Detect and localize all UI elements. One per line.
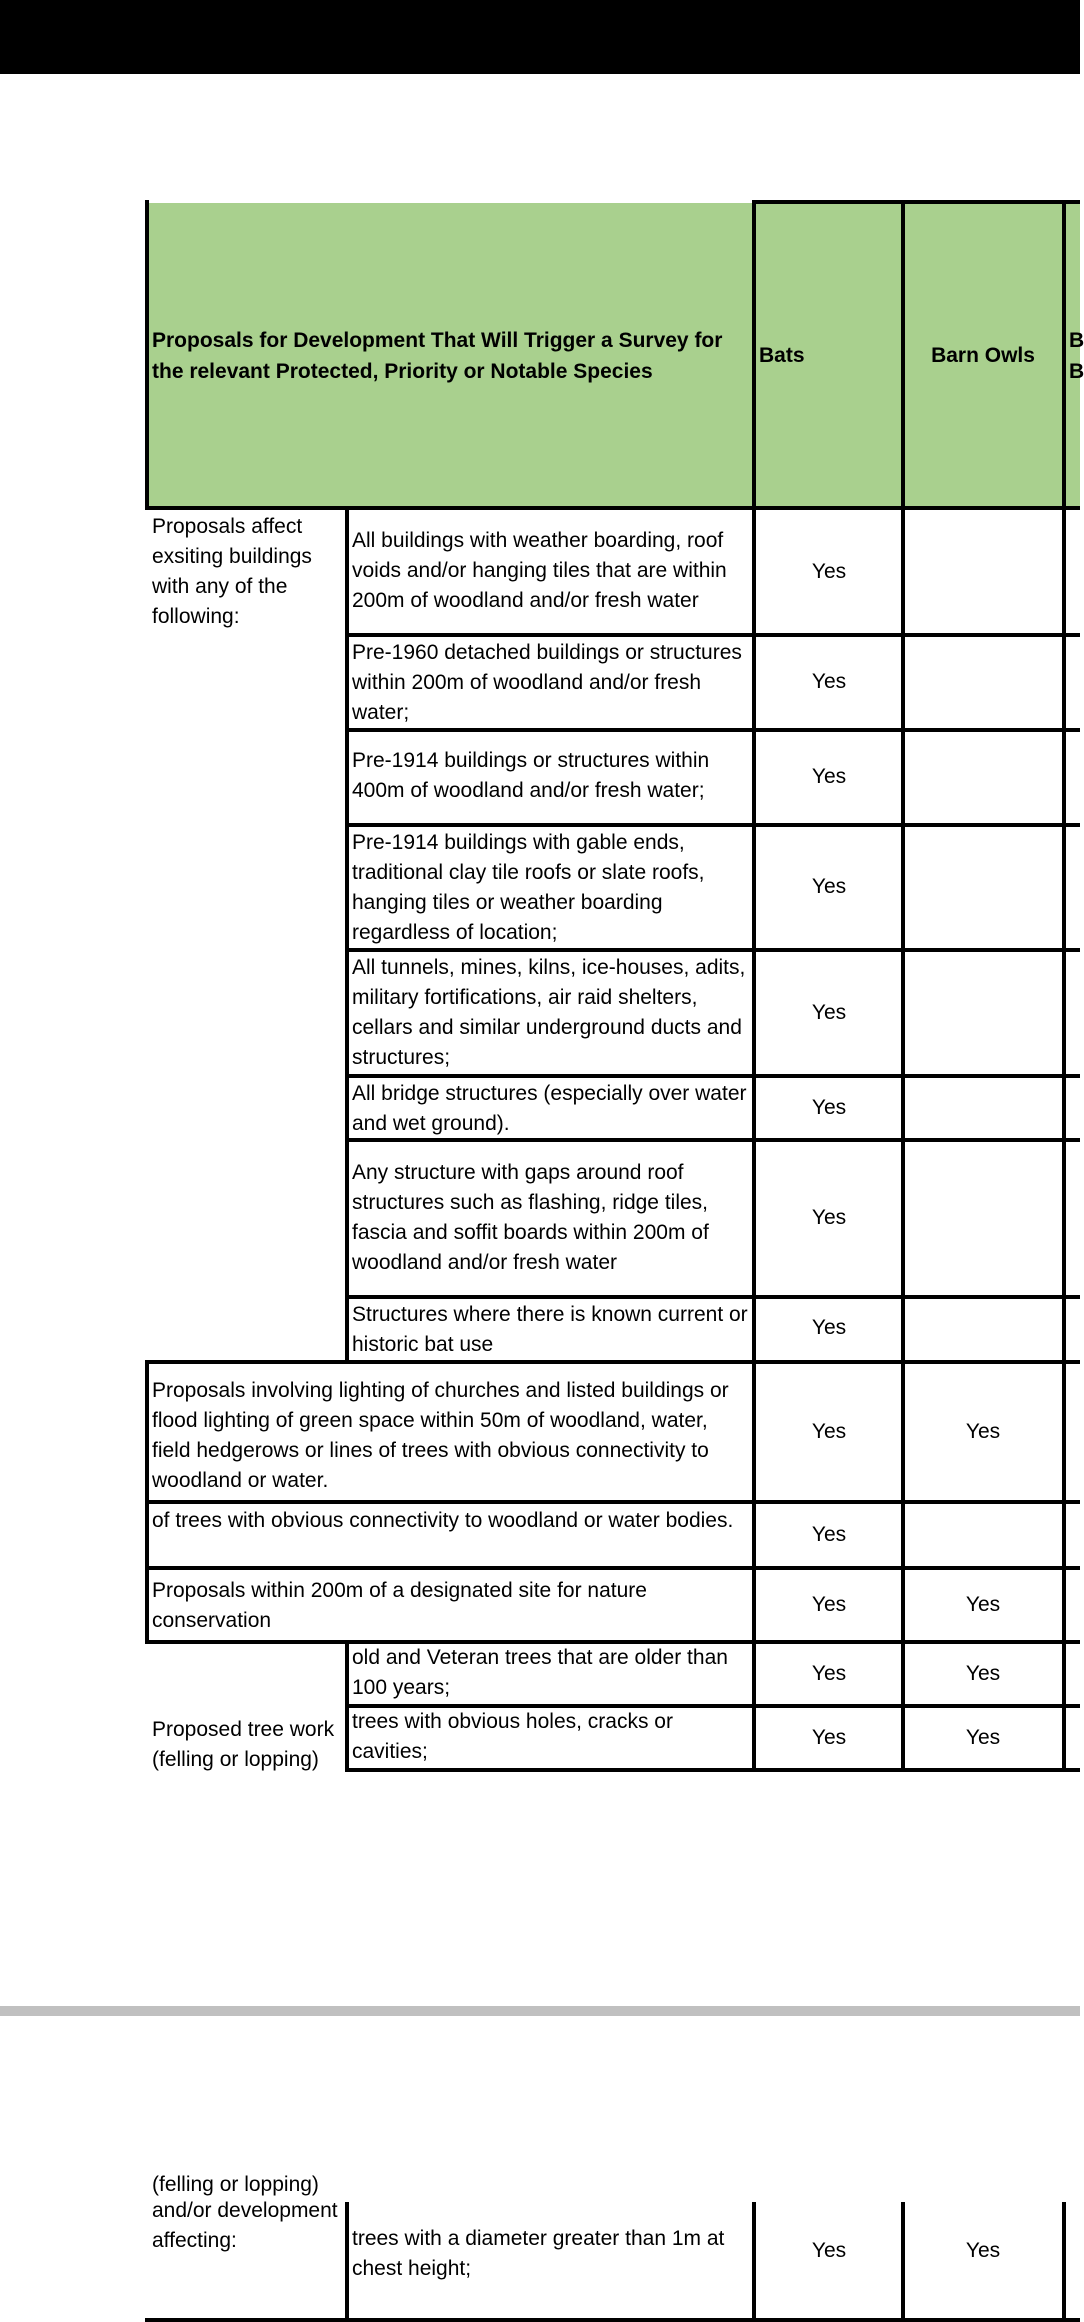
header-barn-owls <box>904 203 1062 508</box>
grid-line <box>145 506 1080 510</box>
table-row-text: trees with a diameter greater than 1m at chest height; <box>352 2227 725 2280</box>
grid-line <box>345 823 1080 827</box>
table-cell-bats: Yes <box>811 1206 847 1229</box>
table-cell-barn-owls: Yes <box>965 1661 1001 1685</box>
grid-line <box>345 633 1080 637</box>
table-cell-bats: Yes <box>811 1000 847 1024</box>
table-row-text: Proposals within 200m of a designated site for nature conservation <box>152 1579 647 1632</box>
table-cell-bats: Yes <box>811 1592 847 1616</box>
table-row-text: Proposals involving lighting of churches and listed buildings or flood lighting of green space within 50m of woodland, water, field hedgerows or lines of trees with obvious connectivity to woodland or water. <box>152 1379 729 1492</box>
grid-line <box>752 200 1080 204</box>
table-cell-bats: Yes <box>811 1316 847 1339</box>
table-cell-barn-owls: Yes <box>965 1592 1001 1616</box>
table-cell-bats: Yes <box>811 765 847 788</box>
grid-line <box>145 1640 1080 1644</box>
page-separator <box>0 2006 1080 2016</box>
table-cell-bats: Yes <box>811 2239 847 2262</box>
group-label-tree-work-continued: and/or development affecting: <box>152 2199 338 2252</box>
table-row-text: All tunnels, mines, kilns, ice-houses, adits, military fortifications, air raid shelters, cellars and similar underground ducts and structures; <box>352 956 746 1069</box>
table-row-text: All bridge structures (especially over water and wet ground). <box>352 1082 747 1135</box>
grid-line <box>1062 200 1066 1772</box>
table-row-text: old and Veteran trees that are older than 100 years; <box>352 1646 728 1699</box>
header-proposals-text: Proposals for Development That Will Trigger a Survey for the relevant Protected, Priority or Notable Species <box>152 328 723 383</box>
group-label-tree-work: Proposed tree work (felling or lopping) <box>152 1718 335 1771</box>
header-next-column <box>1065 203 1084 508</box>
grid-line <box>752 200 756 1772</box>
table-cell-bats: Yes <box>811 1725 847 1749</box>
table-cell-bats: Yes <box>811 670 847 693</box>
grid-line <box>145 2318 1080 2322</box>
grid-line <box>345 1295 1080 1299</box>
grid-line <box>345 948 1080 952</box>
group-label-tree-work-continued-top-text: (felling or lopping) <box>152 2173 319 2196</box>
grid-line <box>145 1360 1080 1364</box>
table-cell-bats: Yes <box>811 1419 847 1443</box>
document-page-2 <box>0 2016 1080 2316</box>
table-row-text: Structures where there is known current or historic bat use <box>352 1303 748 1356</box>
grid-line <box>145 1566 1080 1570</box>
table-row-text: trees with obvious holes, cracks or cavities; <box>352 1710 673 1763</box>
table-row-text: Pre-1914 buildings or structures within 400m of woodland and/or fresh water; <box>352 749 710 802</box>
document-page-1 <box>0 74 1084 2014</box>
table-cell-bats: Yes <box>811 1661 847 1685</box>
table-row-text: All buildings with weather boarding, roof voids and/or hanging tiles that are within 200m of woodland and/or fresh water <box>352 529 727 612</box>
header-bats <box>755 203 901 508</box>
grid-line <box>145 1500 1080 1504</box>
header-proposals <box>148 203 752 508</box>
grid-line <box>345 2202 349 2320</box>
grid-line <box>145 200 149 508</box>
table-cell-barn-owls: Yes <box>965 2239 1001 2262</box>
table-cell-barn-owls: Yes <box>965 1725 1001 1749</box>
table-cell-bats: Yes <box>811 1095 847 1119</box>
table-cell-bats: Yes <box>811 1522 847 1546</box>
table-row-text: of trees with obvious connectivity to woodland or water bodies. <box>152 1509 734 1532</box>
viewer-top-bar <box>0 0 1080 74</box>
group-label-existing-buildings: Proposals affect exsiting buildings with any of the following: <box>152 515 312 628</box>
table-cell-barn-owls: Yes <box>965 1419 1001 1443</box>
table-cell-bats: Yes <box>811 559 847 583</box>
header-bats-text: Bats <box>759 344 805 367</box>
grid-line <box>901 2202 905 2320</box>
table-cell-bats: Yes <box>811 875 847 898</box>
grid-line <box>345 1138 1080 1142</box>
grid-line <box>901 200 905 1772</box>
grid-line <box>752 2202 756 2320</box>
grid-line <box>345 1074 1080 1078</box>
table-row-text: Pre-1914 buildings with gable ends, traditional clay tile roofs or slate roofs, hanging tiles or weather boarding regardless of location; <box>352 831 705 944</box>
header-next-column-text: B B <box>1069 328 1084 383</box>
grid-line <box>1062 2202 1066 2320</box>
table-row-text: Pre-1960 detached buildings or structures within 200m of woodland and/or fresh water; <box>352 641 742 724</box>
header-barn-owls-text: Barn Owls <box>931 344 1035 367</box>
table-row-text: Any structure with gaps around roof structures such as flashing, ridge tiles, fascia and soffit boards within 200m of woodland and/or fresh water <box>352 1161 709 1274</box>
grid-line <box>345 1704 1080 1708</box>
grid-line <box>345 728 1080 732</box>
grid-line <box>345 1768 1080 1772</box>
